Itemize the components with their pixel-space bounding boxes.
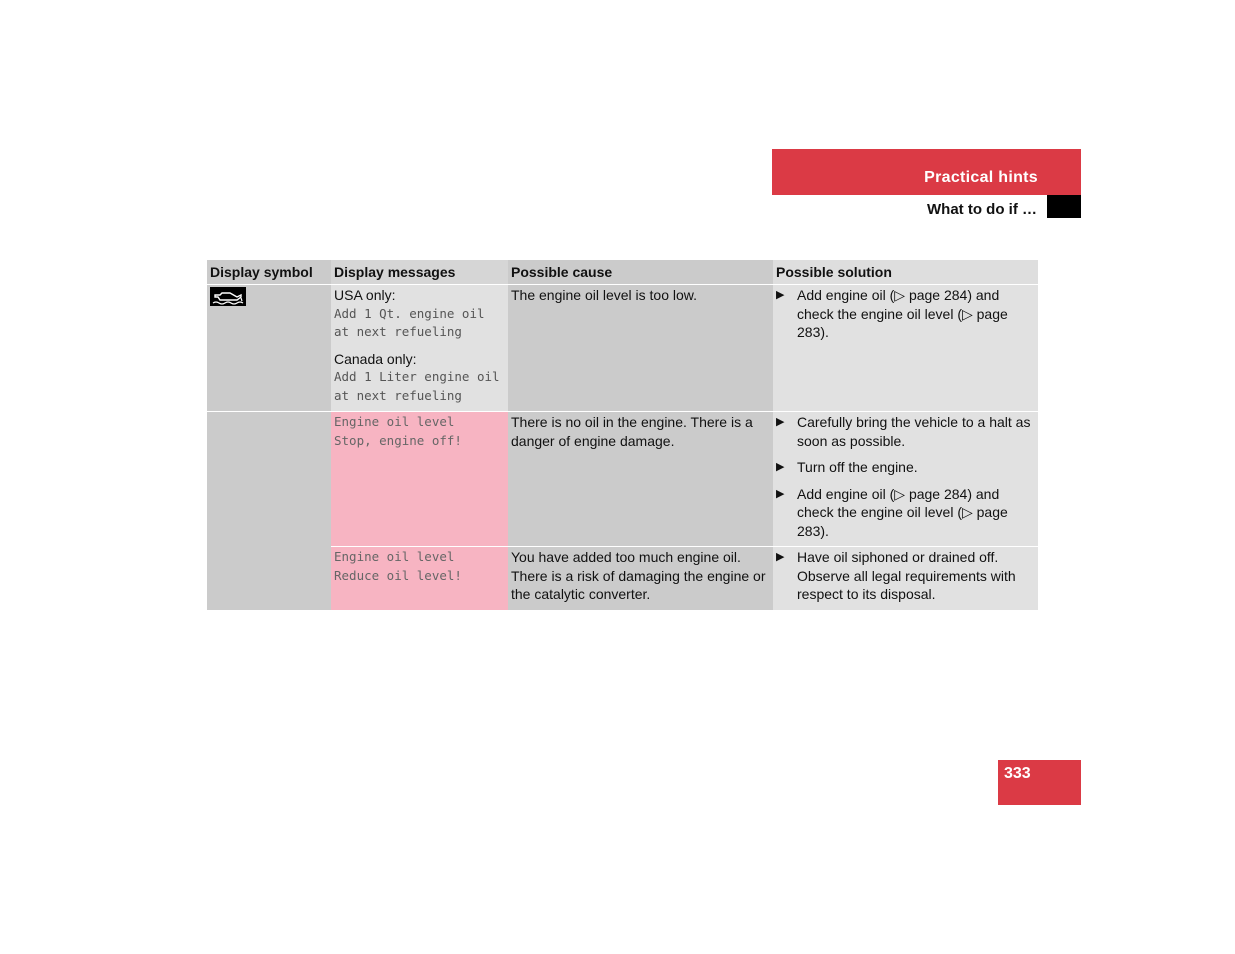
bullet-arrow-icon: ▶ (776, 461, 785, 473)
solution-text: Carefully bring the vehicle to a halt as soon as possible. (797, 414, 1031, 449)
display-message-cell (331, 547, 508, 611)
display-symbol-cell-empty (207, 412, 331, 611)
page-number: 333 (1004, 765, 1031, 782)
page-number-box (998, 760, 1081, 805)
solution-text: Add engine oil (▷ page 284) and check the engine oil level (▷ page 283). (797, 485, 1008, 539)
table-row (207, 412, 1038, 547)
section-title: Practical hints (924, 169, 1038, 186)
solution-item (776, 485, 1035, 541)
solution-item (776, 413, 1035, 450)
solution-item (776, 548, 1035, 604)
solution-text: Have oil siphoned or drained off. Observe all legal requirements with respect to its disposal. (797, 549, 1016, 602)
table-row (207, 547, 1038, 611)
header-display-symbol: Display symbol (207, 260, 331, 285)
message-text: Engine oil level Reduce oil level! (334, 549, 462, 583)
chapter-tab-marker (1047, 195, 1081, 218)
possible-solution-cell (773, 547, 1038, 611)
possible-solution-cell (773, 412, 1038, 547)
solution-item (776, 458, 1035, 477)
bullet-arrow-icon: ▶ (776, 551, 785, 563)
table-row (207, 285, 1038, 412)
subsection-title: What to do if … (927, 201, 1037, 218)
table-header-row (207, 260, 1038, 285)
possible-solution-cell (773, 285, 1038, 412)
usa-message-text: Add 1 Qt. engine oil at next refueling (334, 305, 485, 339)
solution-item (776, 286, 1035, 342)
engine-oil-level-icon (210, 287, 246, 306)
bullet-arrow-icon: ▶ (776, 487, 785, 500)
possible-cause-cell: The engine oil level is too low. (508, 285, 773, 412)
display-message-cell (331, 285, 508, 412)
solution-text: Add engine oil (▷ page 284) and check the engine oil level (▷ page 283). (797, 287, 1008, 340)
header-display-messages: Display messages (331, 260, 508, 285)
canada-message-text: Add 1 Liter engine oil at next refueling (334, 369, 500, 403)
solution-text: Turn off the engine. (797, 459, 918, 475)
possible-cause-cell: You have added too much engine oil. There is a risk of damaging the engine or the catalytic converter. (508, 547, 773, 611)
bullet-arrow-icon: ▶ (776, 289, 785, 301)
possible-cause-cell: There is no oil in the engine. There is a danger of engine damage. (508, 412, 773, 547)
header-possible-cause: Possible cause (508, 260, 773, 285)
section-header-band (772, 149, 1081, 195)
usa-only-label: USA only: (334, 287, 396, 303)
message-text: Engine oil level Stop, engine off! (334, 414, 462, 448)
bullet-arrow-icon: ▶ (776, 416, 785, 428)
display-message-cell (331, 412, 508, 547)
display-symbol-cell (207, 285, 331, 412)
header-possible-solution: Possible solution (773, 260, 1038, 285)
canada-only-label: Canada only: (334, 350, 417, 367)
display-messages-table (207, 260, 1038, 611)
